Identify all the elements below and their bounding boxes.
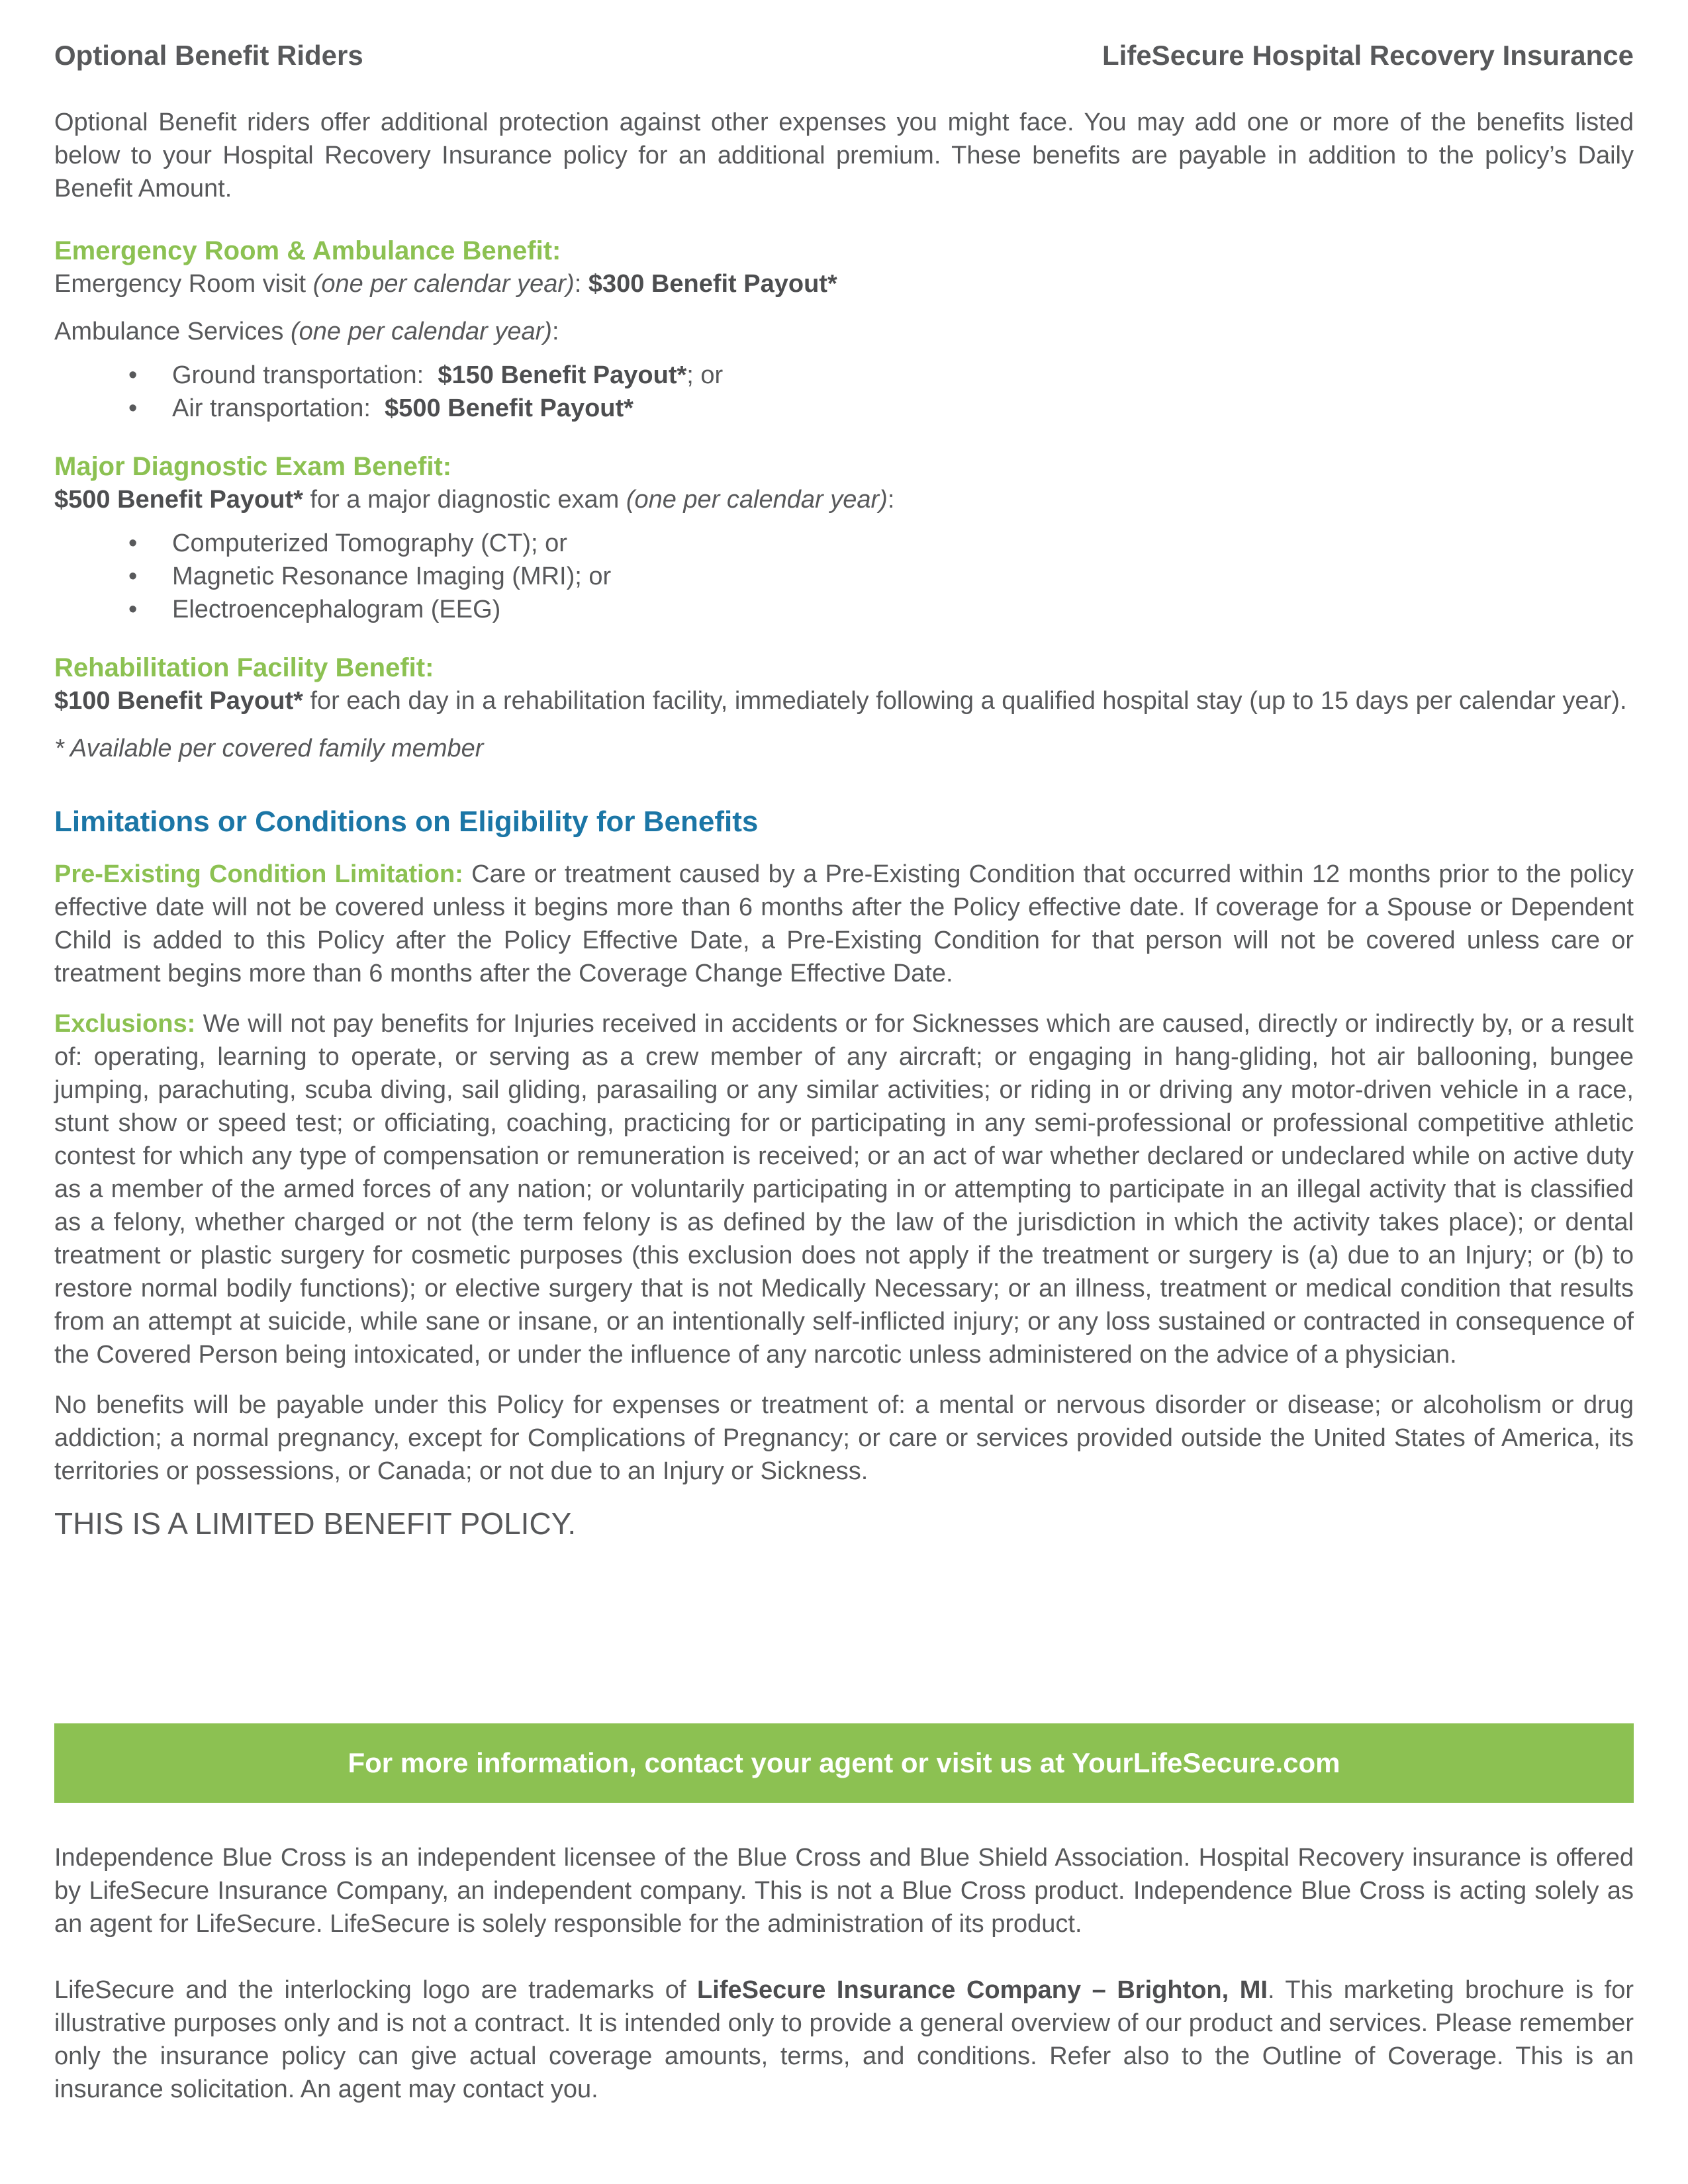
rehab-section <box>54 651 1634 717</box>
bullet-icon: • <box>128 529 138 557</box>
diagnostic-heading: Major Diagnostic Exam Benefit: <box>54 452 452 481</box>
bullet-label: Air transportation: <box>172 394 371 422</box>
exclusions-text: We will not pay benefits for Injuries received in accidents or for Sicknesses which are caused, directly or indirectly by, or a result of: operating, learning to operate, or serving as a crew member of any aircraft; or engaging in hang-gliding, hot air ballooning, bungee jumping, parachuting, scuba diving, sail gliding, parasailing or any similar activities; or riding in or driving any motor-driven vehicle in a race, stunt show or speed test; or officiating, coaching, practicing for or participating in any semi-professional or professional competitive athletic contest for which any type of compensation or remuneration is received; or an act of war whether declared or undeclared while on active duty as a member of the armed forces of any nation; or voluntarily participating in or attempting to participate in an illegal activity that is classified as a felony, whether charged or not (the term felony is as defined by the law of the jurisdiction in which the activity takes place); or dental treatment or plastic surgery for cosmetic purposes (this exclusion does not apply if the treatment or surgery is (a) due to an Injury; or (b) to restore normal bodily functions); or elective surgery that is not Medically Necessary; or an illness, treatment or medical condition that results from an attempt at suicide, while sane or insane, or an intentionally self-inflicted injury; or any loss sustained or contracted in consequence of the Covered Person being intoxicated, or under the influence of any narcotic unless administered on the advice of a physician. <box>54 1010 1634 1369</box>
ambulance-colon: : <box>551 318 559 345</box>
bullet-text: Electroencephalogram (EEG) <box>172 596 501 623</box>
ambulance-line <box>54 315 1634 348</box>
list-item <box>128 392 1634 425</box>
diagnostic-bullet-list <box>54 527 1634 626</box>
preexisting-paragraph <box>54 858 1634 990</box>
header-left-title: Optional Benefit Riders <box>54 40 363 71</box>
bullet-icon: • <box>128 361 138 389</box>
limited-benefit-notice: THIS IS A LIMITED BENEFIT POLICY. <box>54 1506 577 1541</box>
rehab-line <box>54 684 1634 717</box>
footnote: * Available per covered family member <box>54 735 484 762</box>
preexisting-text: Care or treatment caused by a Pre-Existing Condition that occurred within 12 months prior to the policy effective date will not be covered unless it begins more than 6 months after the Policy effective date. If coverage for a Spouse or Dependent Child is added to this Policy after the Policy Effective Date, a Pre-Existing Condition for that person will not be covered unless care or treatment begins more than 6 months after the Coverage Change Effective Date. <box>54 860 1634 987</box>
er-visit-line <box>54 267 1634 300</box>
rehab-text: for each day in a rehabilitation facility, immediately following a qualified hospital stay (up to 15 days per calendar year). <box>310 687 1627 715</box>
contact-banner-text: For more information, contact your agent or visit us at YourLifeSecure.com <box>348 1747 1340 1778</box>
intro-paragraph: Optional Benefit riders offer additional protection against other expenses you might face. You may add one or more of the benefits listed below to your Hospital Recovery Insurance policy for an additional premium. These benefits are payable in addition to the policy’s Daily Benefit Amount. <box>54 109 1634 203</box>
bullet-icon: • <box>128 596 138 623</box>
disclaimer-p2-start: LifeSecure and the interlocking logo are trademarks of <box>54 1976 686 2004</box>
contact-banner <box>54 1723 1634 1803</box>
diagnostic-text: for a major diagnostic exam <box>310 486 620 514</box>
er-visit-payout: $300 Benefit Payout* <box>588 270 837 298</box>
disclaimer <box>54 1841 1634 2106</box>
header-right-title: LifeSecure Hospital Recovery Insurance <box>1102 40 1634 71</box>
er-visit-qualifier: (one per calendar year) <box>312 270 575 298</box>
bullet-text: Magnetic Resonance Imaging (MRI); or <box>172 563 612 590</box>
diagnostic-section <box>54 450 1634 626</box>
ambulance-bullet-list <box>54 359 1634 425</box>
er-visit-label: Emergency Room visit <box>54 270 306 298</box>
exclusions-paragraph <box>54 1007 1634 1371</box>
er-visit-colon: : <box>574 270 582 298</box>
er-heading: Emergency Room & Ambulance Benefit: <box>54 236 561 265</box>
diagnostic-colon: : <box>887 486 895 514</box>
list-item <box>128 560 1634 593</box>
bullet-icon: • <box>128 563 138 590</box>
bullet-suffix: ; or <box>686 361 724 389</box>
diagnostic-payout: $500 Benefit Payout* <box>54 486 303 514</box>
bullet-icon: • <box>128 394 138 422</box>
list-item <box>128 593 1634 626</box>
list-item <box>128 527 1634 560</box>
exclusions-label: Exclusions: <box>54 1010 196 1038</box>
limitations-title: Limitations or Conditions on Eligibility for Benefits <box>54 805 759 838</box>
diagnostic-line <box>54 483 1634 516</box>
er-ambulance-section <box>54 234 1634 425</box>
bullet-label: Ground transportation: <box>172 361 424 389</box>
preexisting-label: Pre-Existing Condition Limitation: <box>54 860 463 888</box>
ambulance-label: Ambulance Services <box>54 318 284 345</box>
bullet-text: Computerized Tomography (CT); or <box>172 529 567 557</box>
no-benefits-paragraph: No benefits will be payable under this Policy for expenses or treatment of: a mental or nervous disorder or disease; or alcoholism or drug addiction; a normal pregnancy, except for Complications of Pregnancy; or care or services provided outside the United States of America, its territories or possessions, or Canada; or not due to an Injury or Sickness. <box>54 1391 1634 1485</box>
list-item <box>128 359 1634 392</box>
diagnostic-qualifier: (one per calendar year) <box>626 486 888 514</box>
ambulance-qualifier: (one per calendar year) <box>290 318 552 345</box>
rehab-payout: $100 Benefit Payout* <box>54 687 303 715</box>
disclaimer-p2-end: . This marketing brochure is for illustrative purposes only and is not a contract. It is intended only to provide a general overview of our product and services. Please remember only the insurance policy can give actual coverage amounts, terms, and conditions. Refer also to the Outline of Coverage. This is an insurance solicitation. An agent may contact you. <box>54 1976 1634 2103</box>
disclaimer-paragraph-2 <box>54 1974 1634 2106</box>
disclaimer-paragraph-1: Independence Blue Cross is an independent licensee of the Blue Cross and Blue Shield Association. Hospital Recovery insurance is offered by LifeSecure Insurance Company, an independent company. This is not a Blue Cross product. Independence Blue Cross is acting solely as an agent for LifeSecure. LifeSecure is solely responsible for the administration of its product. <box>54 1844 1634 1938</box>
disclaimer-p2-company: LifeSecure Insurance Company – Brighton, MI <box>697 1976 1268 2004</box>
bullet-payout: $150 Benefit Payout* <box>438 361 687 389</box>
main-content <box>54 106 1634 1543</box>
rehab-heading: Rehabilitation Facility Benefit: <box>54 653 434 682</box>
bullet-payout: $500 Benefit Payout* <box>385 394 633 422</box>
page-header <box>54 40 1634 71</box>
